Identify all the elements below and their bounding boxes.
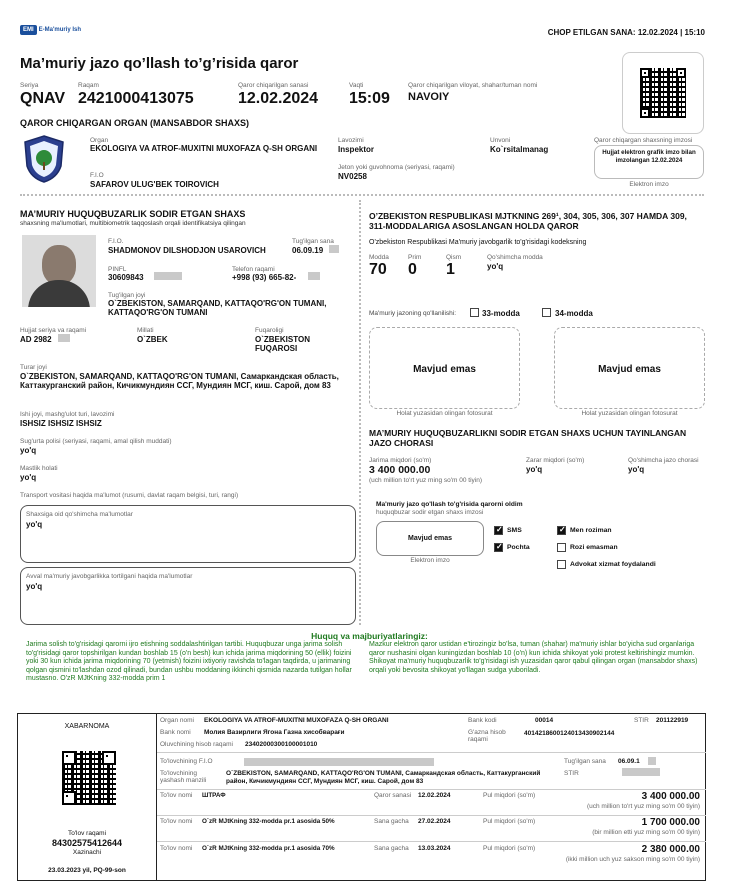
- rights-left: Jarima solish to'g'risidagi qarorni ijro etishning soddalashtirilgan tartibi. Huquqbuzar unga jarima solish to'g'risidagi qaror topshirilgan kundan boshlab 15 (o'n besh) kun ichida jarima miqdorining 50 (ellik) foizini yoki 30 kun ichida jarima miqdorining 70 (yetmish) foizini ixtiyoriy ravishda to'lagan taqdirda, u jarimaning qolgan qismini to'lashdan ozod qilinadi, bundan ushbu moddaning ikkinchi qismida nazarda tutilgan hollar mustasno. O'zR MJtKning 332-modda prim 1: [26, 641, 352, 683]
- organ-fio-value: SAFAROV ULUG'BEK TOIROVICH: [90, 180, 219, 189]
- receipt-sign-text: Mavjud emas: [408, 535, 452, 542]
- payment-sum-label: Pul miqdori (so'm): [483, 845, 536, 852]
- millati-label: Millati: [137, 327, 154, 334]
- opt-34-label: 34-modda: [555, 309, 593, 318]
- pochta-label: Pochta: [507, 544, 530, 551]
- lavozimi-label: Lavozimi: [338, 137, 364, 144]
- photo-2-caption: Holat yuzasidan olingan fotosurat: [581, 410, 678, 417]
- fuqarolik-value: O`ZBEKISTON FUQAROSI: [255, 335, 310, 354]
- phone-label: Telefon raqami: [232, 266, 275, 273]
- qism-label: Qism: [446, 254, 462, 261]
- mastlik-label: Mastlik holati: [20, 465, 58, 472]
- offender-fio-label: F.I.O.: [108, 238, 124, 245]
- address-value: O`ZBEKISTON, SAMARQAND, KATTAQO'RG'ON TUMANI, Самаркандская область, Каттакурганский район, Кичикмундиян ССГ, Мундиян МСГ, киш. Сарой, дом 83: [20, 372, 339, 391]
- receipt-sub: huquqbuzar sodir etgan shaxs imzosi: [376, 509, 484, 516]
- offender-section-title: MA’MURIY HUQUQBUZARLIK SODIR ETGAN SHAXS: [20, 209, 246, 219]
- unvoni-value: Ko`rsitalmanag: [490, 145, 549, 154]
- work-value: ISHSIZ ISHSIZ ISHSIZ: [20, 419, 102, 428]
- sana-label: Qaror chiqarilgan sanasi: [238, 82, 309, 89]
- notice-bankcode-label: Bank kodi: [468, 717, 497, 724]
- unvoni-label: Unvoni: [490, 137, 511, 144]
- notice-organ-value: EKOLOGIYA VA ATROF-MUXITNI MUXOFAZA Q-SH ORGANI: [204, 717, 389, 724]
- checkbox-lawyer[interactable]: [557, 560, 566, 569]
- notice-treasury-value: 401421860012401343090​2144: [524, 730, 615, 737]
- logo: [20, 25, 90, 39]
- photo-2-text: Mavjud emas: [598, 364, 661, 375]
- modda-value: 70: [369, 261, 387, 278]
- checkbox-sms[interactable]: [494, 526, 503, 535]
- seriya-value: QNAV: [20, 90, 66, 107]
- payment-type-value: O`zR MJtKning 332-modda pr.1 asosida 50%: [202, 818, 335, 825]
- rights-right: Mazkur elektron qaror ustidan e'tirozingiz bo'lsa, tuman (shahar) ma'muriy ishlar bo'yicha sud organlariga qaror nushasini olgan kuningizdan boshlab 10 (o'n) kun ichida shikoyat yoki protest keltirishingiz mumkin. Shikoyat ma'muriy huquqbuzarlik to'g'risidagi ish yuzasidan qaror qabul qilingan organ (mansabdor shaxs) orqali yoki bevosita shikoyat yo'llagan sudga yuboriladi.: [369, 641, 698, 674]
- passport-value: AD 2982: [20, 335, 52, 344]
- offender-birth-label: Tug'ilgan sana: [292, 238, 334, 245]
- payer-birth-label: Tug'ilgan sana: [564, 758, 606, 765]
- offender-section-sub: shaxsning ma'lumotlari, multibiometrik taqqoslash orqali identifikatsiya qilingan: [20, 220, 246, 227]
- checkbox-33[interactable]: [470, 308, 479, 317]
- notice-bank-value: Молия Вазирлиги Ягона Газна хисобварағи: [204, 729, 345, 736]
- work-label: Ishi joyi, mashg'ulot turi, lavozimi: [20, 411, 115, 418]
- logo-text: E-Ma'muriy Ish: [38, 27, 82, 33]
- opt-33-label: 33-modda: [482, 309, 520, 318]
- lawyer-label: Advokat xizmat foydalandi: [570, 561, 656, 568]
- rights-title: Huquq va majburiyatlaringiz:: [311, 631, 428, 641]
- modda-label: Modda: [369, 254, 389, 261]
- signature-caption: Elektron imzo: [629, 181, 669, 188]
- photo-1-text: Mavjud emas: [413, 364, 476, 375]
- prior-info-label: Avval ma'muriy javobgarlikka tortilgani haqida ma'lumotlar: [26, 573, 193, 580]
- receipt-title: Ma'muriy jazo qo'llash to'g'risida qarorni oldim: [376, 501, 523, 508]
- organ-fio-label: F.I.O: [90, 172, 104, 179]
- prim-label: Prim: [408, 254, 422, 261]
- insurance-value: yo'q: [20, 446, 37, 455]
- hudud-label: Qaror chiqarilgan viloyat, shahar/tuman nomi: [408, 82, 538, 89]
- organ-section-title: QAROR CHIQARGAN ORGAN (MANSABDOR SHAXS): [20, 118, 249, 128]
- payment-sum-value: 2 380 000.00: [641, 844, 700, 855]
- vaqt-label: Vaqti: [349, 82, 364, 89]
- payment-date-label: Sana gacha: [374, 845, 409, 852]
- qism-value: 1: [446, 261, 455, 278]
- photo-1-caption: Holat yuzasidan olingan fotosurat: [396, 410, 493, 417]
- notice-stir-label: STIR: [634, 717, 649, 724]
- notice-bank-label: Bank nomi: [160, 729, 191, 736]
- payer-stir-label: STIR: [564, 770, 579, 777]
- avatar: [22, 235, 96, 307]
- offender-fio-value: SHADMONOV DILSHODJON USAROVICH: [108, 246, 266, 255]
- millati-value: O`ZBEK: [137, 335, 168, 344]
- payer-address-label: To'lovchining yashash manzili: [160, 770, 207, 785]
- payment-sum-words: (bir million etti yuz ming so'm 00 tiyin): [592, 829, 700, 836]
- apply-label: Ma'muriy jazoning qo'llanilishi:: [369, 310, 457, 317]
- phone-value: +998 (93) 665-82-: [232, 273, 297, 282]
- sana-value: 12.02.2024: [238, 90, 319, 107]
- payment-type-label: To'lov nomi: [160, 818, 193, 825]
- treasury-signer: Xazinachi: [72, 849, 102, 856]
- notice-title: XABARNOMA: [64, 723, 110, 730]
- receipt-sign-caption: Elektron imzo: [410, 557, 450, 564]
- extra-article-label: Qo'shimcha modda: [487, 254, 543, 261]
- payment-type-label: To'lov nomi: [160, 792, 193, 799]
- notice-organ-label: Organ nomi: [160, 717, 194, 724]
- payer-label: To'lovchining F.I.O: [160, 758, 213, 765]
- address-label: Turar joyi: [20, 364, 47, 371]
- organ-value: EKOLOGIYA VA ATROF-MUXITNI MUXOFAZA Q-SH ORGANI: [90, 144, 318, 153]
- fine-words: (uch million to'rt yuz ming so'm 00 tiyin): [369, 477, 483, 484]
- damage-value: yo'q: [526, 465, 543, 474]
- logo-badge: EMI: [20, 25, 37, 35]
- payment-type-label: To'lov nomi: [160, 845, 193, 852]
- damage-label: Zarar miqdori (so'm): [526, 457, 585, 464]
- extra-info-value: yo'q: [26, 520, 43, 529]
- payment-sum-words: (ikki million uch yuz sakson ming so'm 00 tiyin): [565, 856, 700, 863]
- vaqt-value: 15:09: [349, 90, 390, 107]
- checkbox-34[interactable]: [542, 308, 551, 317]
- prior-info-value: yo'q: [26, 582, 43, 591]
- checkbox-disagree[interactable]: [557, 543, 566, 552]
- notice-account-label: Oluvchining hisob raqami: [160, 741, 233, 748]
- birthplace-value: O`ZBEKISTON, SAMARQAND, KATTAQO'RG'ON TUMANI, KATTAQO'RG'ON TUMANI: [108, 299, 327, 318]
- agree-label: Men roziman: [570, 527, 612, 534]
- raqam-value: 2421000413075: [78, 90, 194, 107]
- payment-sum-label: Pul miqdori (so'm): [483, 818, 536, 825]
- raqam-label: Raqam: [78, 82, 99, 89]
- payment-label: To'lov raqami: [67, 830, 107, 837]
- sms-label: SMS: [507, 527, 522, 534]
- print-date: CHOP ETILGAN SANA: 12.02.2024 | 15:10: [547, 28, 705, 37]
- notice-account-value: 23402000300100001010: [245, 741, 318, 748]
- extra-info-label: Shaxsiga oid qo'shimcha ma'lumotlar: [26, 511, 133, 518]
- decree-text: 23.03.2023 yil, PQ-99-son: [48, 867, 126, 874]
- fuqarolik-label: Fuqaroligi: [255, 327, 284, 334]
- payment-sum-words: (uch million to'rt yuz ming so'm 00 tiyin): [586, 803, 700, 810]
- other-penalty-value: yo'q: [628, 465, 645, 474]
- penalty-title: MA’MURIY HUQUQBUZARLIKNI SODIR ETGAN SHAXS UCHUN TAYINLANGAN JAZO CHORASI: [369, 428, 687, 449]
- fine-label: Jarima miqdori (so'm): [369, 457, 432, 464]
- article-title: O’ZBEKISTON RESPUBLIKASI MJTKNING 269¹, 304, 305, 306, 307 HAMDA 309, 311-MODDALARIGA ASOSLANGAN HOLDA QAROR: [369, 211, 687, 232]
- disagree-label: Rozi emasman: [570, 544, 618, 551]
- prim-value: 0: [408, 261, 417, 278]
- other-penalty-label: Qo'shimcha jazo chorasi: [628, 457, 699, 464]
- payment-date-label: Sana gacha: [374, 818, 409, 825]
- payment-sum-value: 1 700 000.00: [641, 817, 700, 828]
- organ-label: Organ: [90, 137, 109, 144]
- pinfl-value: 30609843: [108, 273, 144, 282]
- extra-article-value: yo'q: [487, 262, 504, 271]
- notice-treasury-label: G'azna hisob raqami: [468, 729, 506, 744]
- payment-date-value: 12.02.2024: [418, 792, 451, 799]
- payment-type-value: ШТРАФ: [202, 792, 226, 799]
- payment-type-value: O`zR MJtKning 332-modda pr.1 asosida 70%: [202, 845, 335, 852]
- payer-address-value: O`ZBEKISTON, SAMARQAND, KATTAQO'RG'ON TUMANI, Самаркандская область, Каттакурганский район, Кичикмундиян ССГ, Мундиян МСГ, киш. Сарой, дом 83: [226, 770, 541, 785]
- checkbox-agree[interactable]: [557, 526, 566, 535]
- payment-date-value: 13.03.2024: [418, 845, 451, 852]
- insurance-label: Sug'urta polisi (seriyasi, raqami, amal qilish muddati): [20, 438, 172, 445]
- checkbox-pochta[interactable]: [494, 543, 503, 552]
- mastlik-value: yo'q: [20, 473, 37, 482]
- fine-value: 3 400 000.00: [369, 464, 431, 476]
- birthplace-label: Tug'ilgan joyi: [108, 292, 146, 299]
- passport-label: Hujjat seriya va raqami: [20, 327, 87, 334]
- payment-sum-label: Pul miqdori (so'm): [483, 792, 536, 799]
- payer-birth-value: 06.09.1: [618, 758, 640, 765]
- page-title: Ma’muriy jazo qo’llash to’g’risida qaror: [20, 55, 299, 72]
- seriya-label: Seriya: [20, 82, 39, 89]
- transport-label: Transport vositasi haqida ma'lumot (rusumi, davlat raqam belgisi, turi, rangi): [20, 492, 239, 499]
- code-text: O'zbekiston Respublikasi Ma'muriy javobgarlik to'g'risidagi kodeksning: [369, 239, 587, 246]
- payment-date-value: 27.02.2024: [418, 818, 451, 825]
- lavozimi-value: Inspektor: [338, 145, 375, 154]
- jeton-value: NV0258: [338, 172, 367, 181]
- notice-bankcode-value: 00014: [535, 717, 554, 724]
- payment-date-label: Qaror sanasi: [374, 792, 412, 799]
- jeton-label: Jeton yoki guvohnoma (seriyasi, raqami): [338, 164, 455, 171]
- signature-label: Qaror chiqargan shaxsning imzosi: [594, 137, 693, 144]
- payment-sum-value: 3 400 000.00: [641, 791, 700, 802]
- shield-emblem-icon: [23, 134, 65, 184]
- signature-text: Hujjat elektron grafik imzo bilan imzolangan 12.02.2024: [602, 149, 696, 164]
- offender-birth-value: 06.09.19: [292, 246, 324, 255]
- payment-value: 84302575412644: [51, 838, 123, 848]
- pinfl-label: PINFL: [108, 266, 127, 273]
- hudud-value: NAVOIY: [408, 91, 450, 103]
- notice-stir-value: 201122919: [656, 717, 689, 724]
